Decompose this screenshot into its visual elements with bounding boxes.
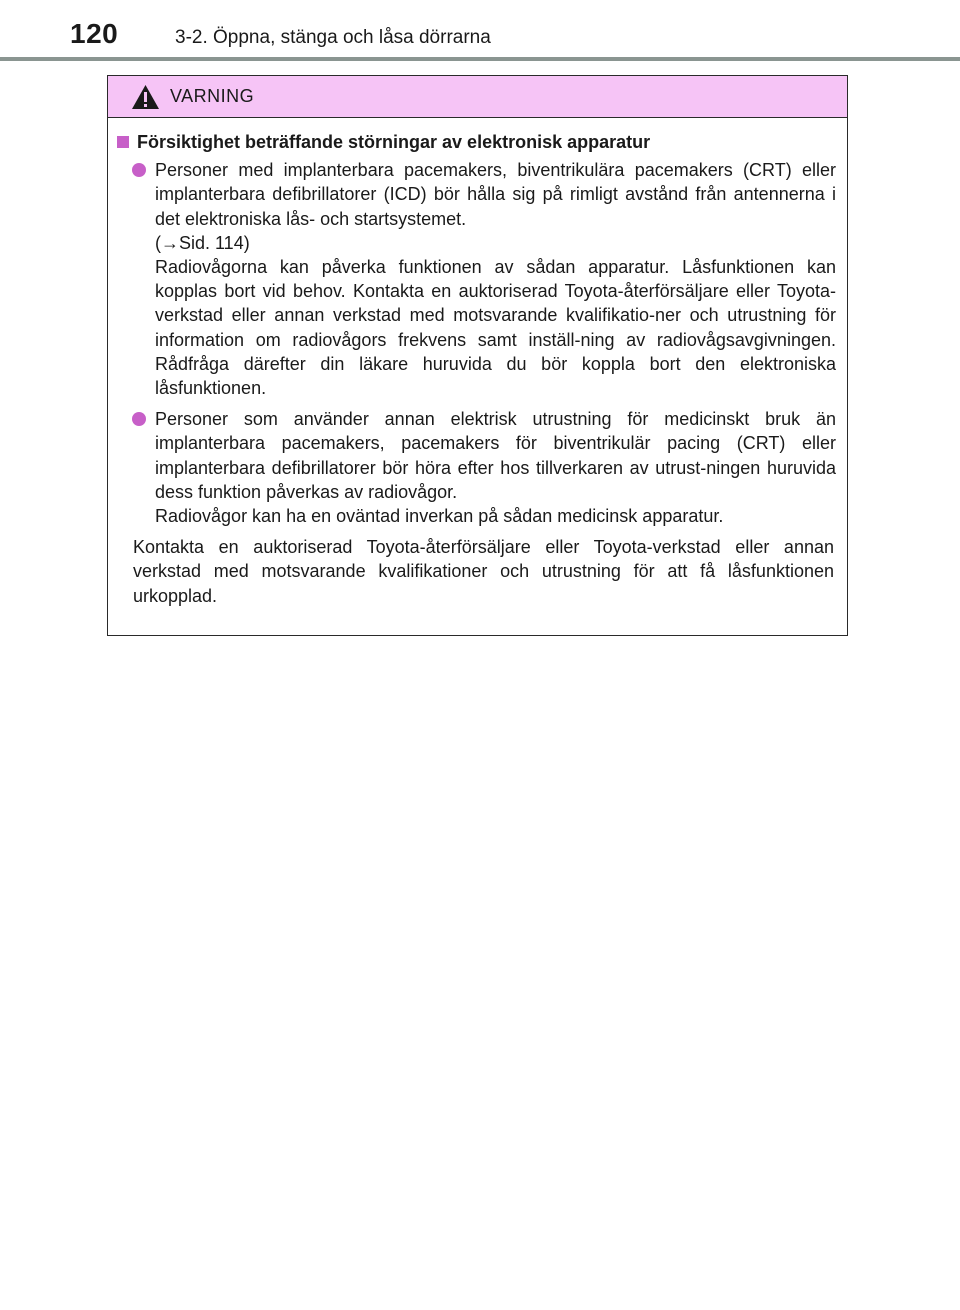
page-reference-link[interactable]: (→Sid. 114) bbox=[155, 232, 250, 253]
header-rule bbox=[0, 57, 960, 61]
item-continuation: Radiovågorna kan påverka funktionen av sådan apparatur. Låsfunktionen kan kopplas bort vid behov. Kontakta en auktoriserad Toyota-återförsäljare eller Toyota-verkstad eller annan verkstad med motsvarande kvalifikatio-ner och utrustning för information om radiovågors frekvens samt inställ-ning av radiovågsavgivningen. Rådfråga därefter din läkare huruvida du bör koppla bort den elektroniska låsfunktionen. bbox=[155, 257, 836, 399]
round-bullet-icon bbox=[132, 163, 146, 177]
warning-heading-text: Försiktighet beträffande störningar av elektronisk apparatur bbox=[137, 132, 651, 152]
warning-triangle-icon bbox=[131, 84, 160, 110]
round-bullet-icon bbox=[132, 412, 146, 426]
item-text: Personer som använder annan elektrisk utrustning för medicinskt bruk än implanterbara pacemakers, pacemakers för biventrikulär pacing (CRT) eller implanterbara defibrillatorer bör höra efter hos tillverkaren av utrust-ningen huruvida dess funktion påverkas av radiovågor. bbox=[155, 409, 836, 502]
warning-label: VARNING bbox=[170, 86, 255, 106]
section-title: 3-2. Öppna, stänga och låsa dörrarna bbox=[175, 27, 491, 48]
item-continuation: Radiovågor kan ha en oväntad inverkan på sådan medicinsk apparatur. bbox=[155, 506, 724, 527]
warning-footer-text: Kontakta en auktoriserad Toyota-återförsäljare eller Toyota-verkstad eller annan verkstad med motsvarande kvalifikationer och utrustning för att få låsfunktionen urkopplad. bbox=[133, 537, 834, 606]
item-text: Personer med implanterbara pacemakers, biventrikulära pacemakers (CRT) eller implanterbara defibrillatorer (ICD) bör hålla sig på rimligt avstånd från antennerna i det elektroniska lås- och startsystemet. bbox=[155, 160, 836, 229]
warning-heading bbox=[117, 130, 836, 154]
warning-body bbox=[108, 118, 847, 608]
square-bullet-icon bbox=[117, 136, 129, 148]
list-item bbox=[117, 158, 836, 400]
page-number: 120 bbox=[70, 18, 119, 49]
warning-header bbox=[108, 76, 847, 118]
warning-box bbox=[107, 75, 848, 636]
list-item bbox=[117, 407, 836, 528]
